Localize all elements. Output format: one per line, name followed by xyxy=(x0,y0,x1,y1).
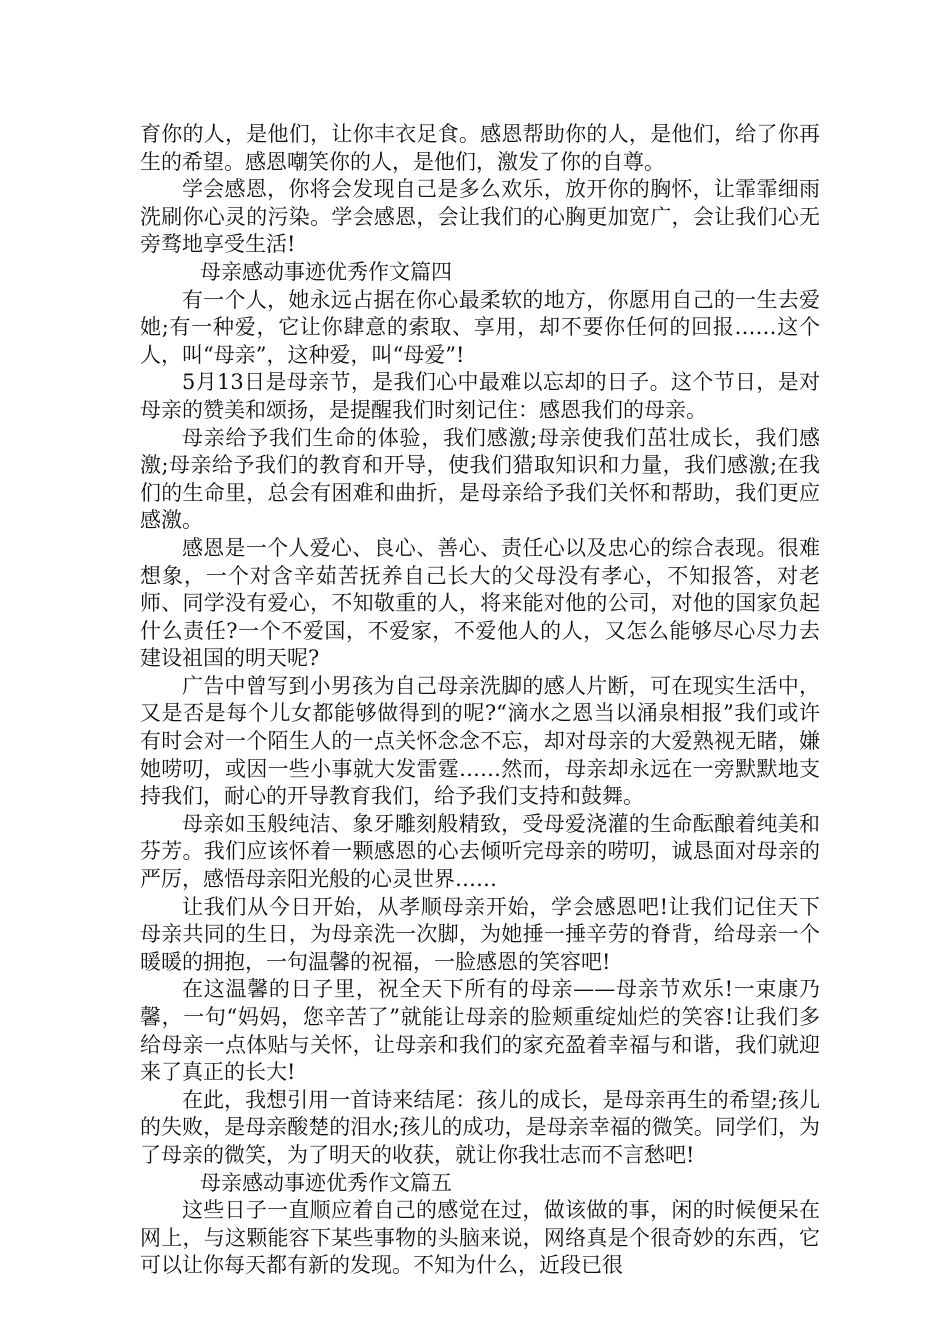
paragraph-poem-ending: 在此，我想引用一首诗来结尾：孩儿的成长，是母亲再生的希望;孩儿的失败，是母亲酸楚的泪水;孩儿的成功，是母亲幸福的微笑。同学们，为了母亲的微笑，为了明天的收获，就让你我壮志而不言愁吧! xyxy=(140,1087,820,1167)
section-heading-part-five: 母亲感动事迹优秀作文篇五 xyxy=(200,1170,452,1195)
paragraph-mothers-day: 5月13日是母亲节，是我们心中最难以忘却的日子。这个节日，是对母亲的赞美和颂扬，是提醒我们时刻记住：感恩我们的母亲。 xyxy=(140,370,820,422)
paragraph-gratitude-expression: 感恩是一个人爱心、良心、善心、责任心以及忠心的综合表现。很难想象，一个对含辛茹苦抚养自己长大的父母没有孝心，不知报答，对老师、同学没有爱心，不知敬重的人，将来能对他的公司，对他的国家负起什么责任?一个不爱国，不爱家，不爱他人的人，又怎么能够尽心尽力去建设祖国的明天呢? xyxy=(140,535,820,671)
paragraph-learn-gratitude: 学会感恩，你将会发现自己是多么欢乐，放开你的胸怀，让霏霏细雨洗刷你心灵的污染。学会感恩，会让我们的心胸更加宽广，会让我们心无旁骛地享受生活! xyxy=(140,177,820,257)
paragraph-mother-jade: 母亲如玉般纯洁、象牙雕刻般精致，受母爱浇灌的生命酝酿着纯美和芬芳。我们应该怀着一颗感恩的心去倾听完母亲的唠叨，诚恳面对母亲的严厉，感悟母亲阳光般的心灵世界…… xyxy=(140,811,820,892)
paragraph-mother-gifts: 母亲给予我们生命的体验，我们感激;母亲使我们茁壮成长，我们感激;母亲给予我们的教育和开导，使我们猎取知识和力量，我们感激;在我们的生命里，总会有困难和曲折，是母亲给予我们关怀和帮助，我们更应感激。 xyxy=(140,425,820,533)
paragraph-warm-day: 在这温馨的日子里，祝全天下所有的母亲——母亲节欢乐!一束康乃馨，一句“妈妈，您辛苦了”就能让母亲的脸颊重绽灿烂的笑容!让我们多给母亲一点体贴与关怀，让母亲和我们的家充盈着幸福与和谐，我们就迎来了真正的长大! xyxy=(140,977,820,1085)
document-body xyxy=(140,121,820,1280)
paragraph-start-today: 让我们从今日开始，从孝顺母亲开始，学会感恩吧!让我们记住天下母亲共同的生日，为母亲洗一次脚，为她捶一捶辛劳的脊背，给母亲一个暖暖的拥抱，一句温馨的祝福，一脸感恩的笑容吧! xyxy=(140,894,820,974)
paragraph-advertisement: 广告中曾写到小男孩为自己母亲洗脚的感人片断，可在现实生活中，又是否是每个儿女都能够做得到的呢?“滴水之恩当以涌泉相报”我们或许有时会对一个陌生人的一点关怀念念不忘，却对母亲的大爱熟视无睹，嫌她唠叨，或因一些小事就大发雷霆……然而，母亲却永远在一旁默默地支持我们，耐心的开导教育我们，给予我们支持和鼓舞。 xyxy=(140,673,820,809)
paragraph-gratitude-closing: 育你的人，是他们，让你丰衣足食。感恩帮助你的人，是他们，给了你再生的希望。感恩嘲笑你的人，是他们，激发了你的自尊。 xyxy=(140,122,820,174)
paragraph-these-days: 这些日子一直顺应着自己的感觉在过，做该做的事，闲的时候便呆在网上，与这颗能容下某些事物的头脑来说，网络真是个很奇妙的东西，它可以让你每天都有新的发现。不知为什么，近段已很 xyxy=(140,1198,820,1278)
section-heading-part-four: 母亲感动事迹优秀作文篇四 xyxy=(200,259,452,284)
paragraph-mother-love: 有一个人，她永远占据在你心最柔软的地方，你愿用自己的一生去爱她;有一种爱，它让你肆意的索取、享用，却不要你任何的回报……这个人，叫“母亲”，这种爱，叫“母爱”! xyxy=(140,287,820,367)
